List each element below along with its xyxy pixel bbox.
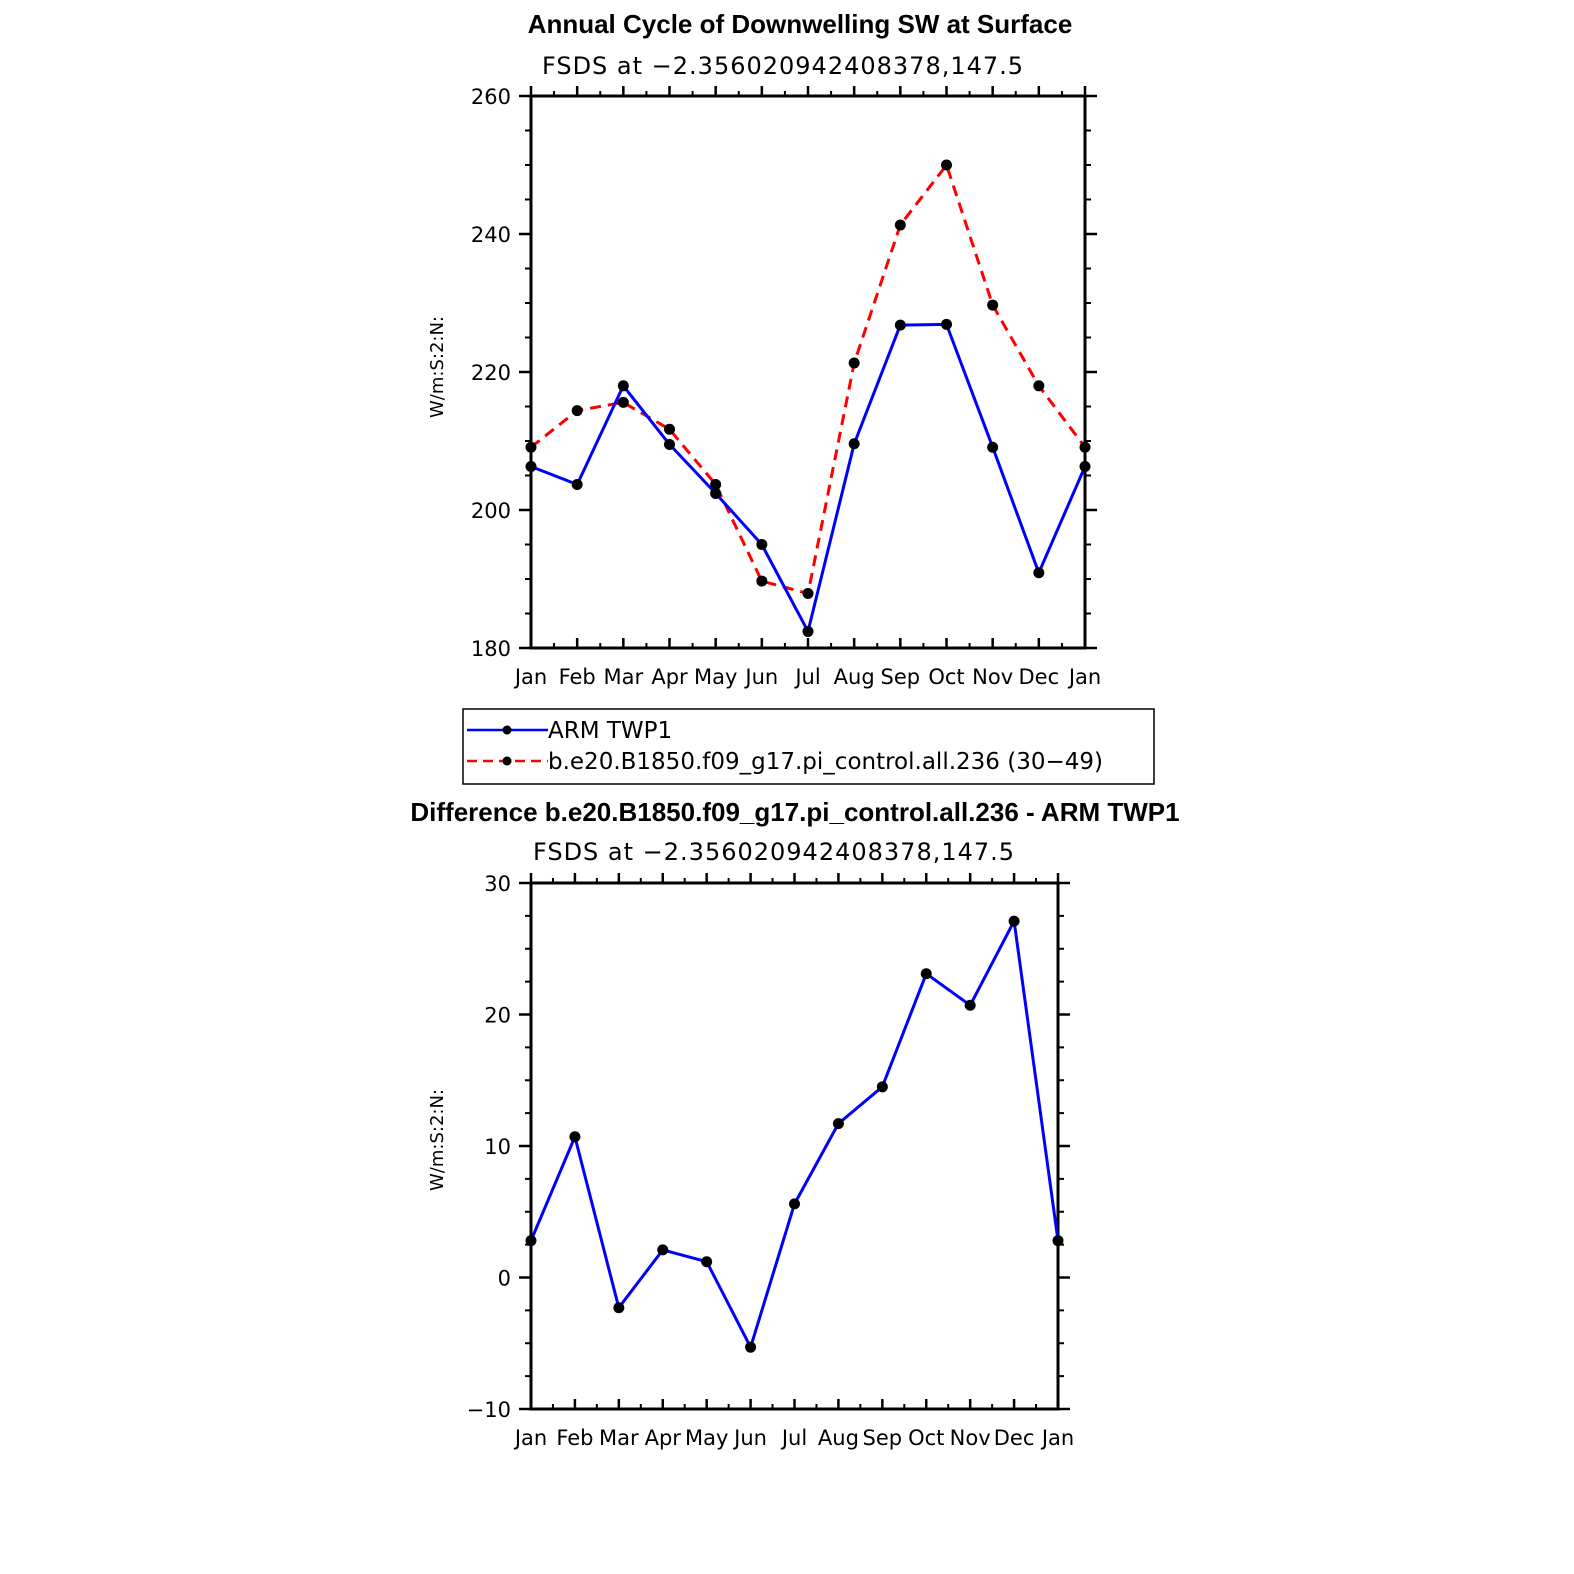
x-tick-label: May bbox=[684, 1426, 729, 1450]
x-tick-label: Jan bbox=[1041, 1426, 1075, 1450]
x-tick-label: Aug bbox=[817, 1426, 859, 1450]
x-tick-label: Nov bbox=[949, 1426, 991, 1450]
y-tick-label: 10 bbox=[484, 1135, 511, 1159]
y-axis-label: W/m:S:2:N: bbox=[427, 1089, 448, 1191]
x-tick-label: Jan bbox=[514, 665, 548, 689]
x-tick-label: May bbox=[693, 665, 738, 689]
data-point bbox=[803, 626, 814, 637]
chart-title: Difference b.e20.B1850.f09_g17.pi_control.all.236 - ARM TWP1 bbox=[410, 797, 1180, 827]
data-point bbox=[987, 442, 998, 453]
series-line bbox=[531, 324, 1085, 631]
chart-subtitle: FSDS at −2.356020942408378,147.5 bbox=[541, 52, 1025, 80]
data-point bbox=[1053, 1235, 1064, 1246]
data-point bbox=[895, 320, 906, 331]
difference-chart bbox=[410, 797, 1179, 1450]
axes-frame bbox=[467, 872, 1075, 1450]
plot-frame bbox=[531, 96, 1085, 648]
y-tick-label: −10 bbox=[466, 1398, 511, 1422]
data-point bbox=[745, 1342, 756, 1353]
data-point bbox=[965, 1000, 976, 1011]
chart-subtitle: FSDS at −2.356020942408378,147.5 bbox=[532, 838, 1016, 866]
y-tick-label: 30 bbox=[484, 872, 511, 896]
x-tick-label: Jan bbox=[1068, 665, 1102, 689]
data-point bbox=[526, 461, 537, 472]
data-point bbox=[664, 439, 675, 450]
data-point bbox=[803, 588, 814, 599]
data-point bbox=[941, 160, 952, 171]
x-tick-label: Jan bbox=[514, 1426, 548, 1450]
data-point bbox=[849, 438, 860, 449]
data-point bbox=[657, 1244, 668, 1255]
data-point bbox=[710, 488, 721, 499]
x-tick-label: Jul bbox=[795, 665, 821, 689]
x-tick-label: Oct bbox=[908, 1426, 945, 1450]
series-line bbox=[531, 921, 1058, 1347]
data-point bbox=[877, 1081, 888, 1092]
data-point bbox=[526, 1235, 537, 1246]
y-tick-label: 240 bbox=[470, 223, 511, 247]
x-tick-label: Feb bbox=[556, 1426, 594, 1450]
x-tick-label: Aug bbox=[833, 665, 875, 689]
data-point bbox=[526, 442, 537, 453]
x-tick-label: Jul bbox=[781, 1426, 808, 1450]
data-point bbox=[833, 1118, 844, 1129]
chart-title: Annual Cycle of Downwelling SW at Surface bbox=[527, 9, 1073, 39]
legend-entry-model bbox=[467, 749, 1103, 775]
series-layer bbox=[526, 916, 1064, 1353]
series-layer bbox=[526, 160, 1091, 637]
legend-marker-arm bbox=[503, 726, 512, 735]
data-point bbox=[756, 576, 767, 587]
data-point bbox=[1009, 916, 1020, 927]
x-tick-label: Nov bbox=[972, 665, 1014, 689]
x-tick-label: Apr bbox=[651, 665, 688, 689]
data-point bbox=[789, 1198, 800, 1209]
x-tick-label: Jun bbox=[745, 665, 779, 689]
x-tick-label: Sep bbox=[862, 1426, 903, 1450]
legend bbox=[463, 709, 1154, 784]
x-tick-label: Dec bbox=[993, 1426, 1035, 1450]
legend-marker-model bbox=[503, 757, 512, 766]
y-tick-label: 260 bbox=[470, 85, 511, 109]
data-point bbox=[618, 380, 629, 391]
data-point bbox=[664, 424, 675, 435]
legend-label-arm: ARM TWP1 bbox=[548, 718, 673, 744]
x-tick-label: Apr bbox=[644, 1426, 681, 1450]
data-point bbox=[613, 1302, 624, 1313]
x-tick-label: Oct bbox=[928, 665, 965, 689]
x-tick-label: Jun bbox=[734, 1426, 767, 1450]
y-tick-label: 200 bbox=[470, 499, 511, 523]
data-point bbox=[941, 319, 952, 330]
data-point bbox=[756, 539, 767, 550]
x-tick-label: Dec bbox=[1018, 665, 1060, 689]
data-point bbox=[849, 358, 860, 369]
data-point bbox=[1033, 567, 1044, 578]
data-point bbox=[1080, 442, 1091, 453]
data-point bbox=[618, 397, 629, 408]
data-point bbox=[569, 1131, 580, 1142]
data-point bbox=[921, 968, 932, 979]
data-point bbox=[895, 220, 906, 231]
data-point bbox=[701, 1256, 712, 1267]
x-tick-label: Mar bbox=[603, 665, 644, 689]
y-tick-label: 0 bbox=[497, 1266, 511, 1291]
data-point bbox=[987, 300, 998, 311]
annual-cycle-chart bbox=[427, 9, 1101, 689]
data-point bbox=[572, 479, 583, 490]
x-tick-label: Feb bbox=[558, 665, 596, 689]
x-tick-label: Sep bbox=[880, 665, 921, 689]
data-point bbox=[1080, 461, 1091, 472]
legend-entry-arm bbox=[467, 718, 672, 744]
data-point bbox=[1033, 380, 1044, 391]
y-tick-label: 220 bbox=[470, 361, 511, 385]
series-line bbox=[531, 165, 1085, 594]
legend-label-model: b.e20.B1850.f09_g17.pi_control.all.236 (30−49) bbox=[548, 749, 1103, 775]
plot-frame bbox=[531, 883, 1058, 1409]
axes-frame bbox=[471, 85, 1101, 689]
y-axis-label: W/m:S:2:N: bbox=[427, 316, 448, 418]
data-point bbox=[572, 405, 583, 416]
y-tick-label: 20 bbox=[484, 1003, 511, 1028]
x-tick-label: Mar bbox=[599, 1426, 639, 1450]
y-tick-label: 180 bbox=[470, 637, 511, 661]
